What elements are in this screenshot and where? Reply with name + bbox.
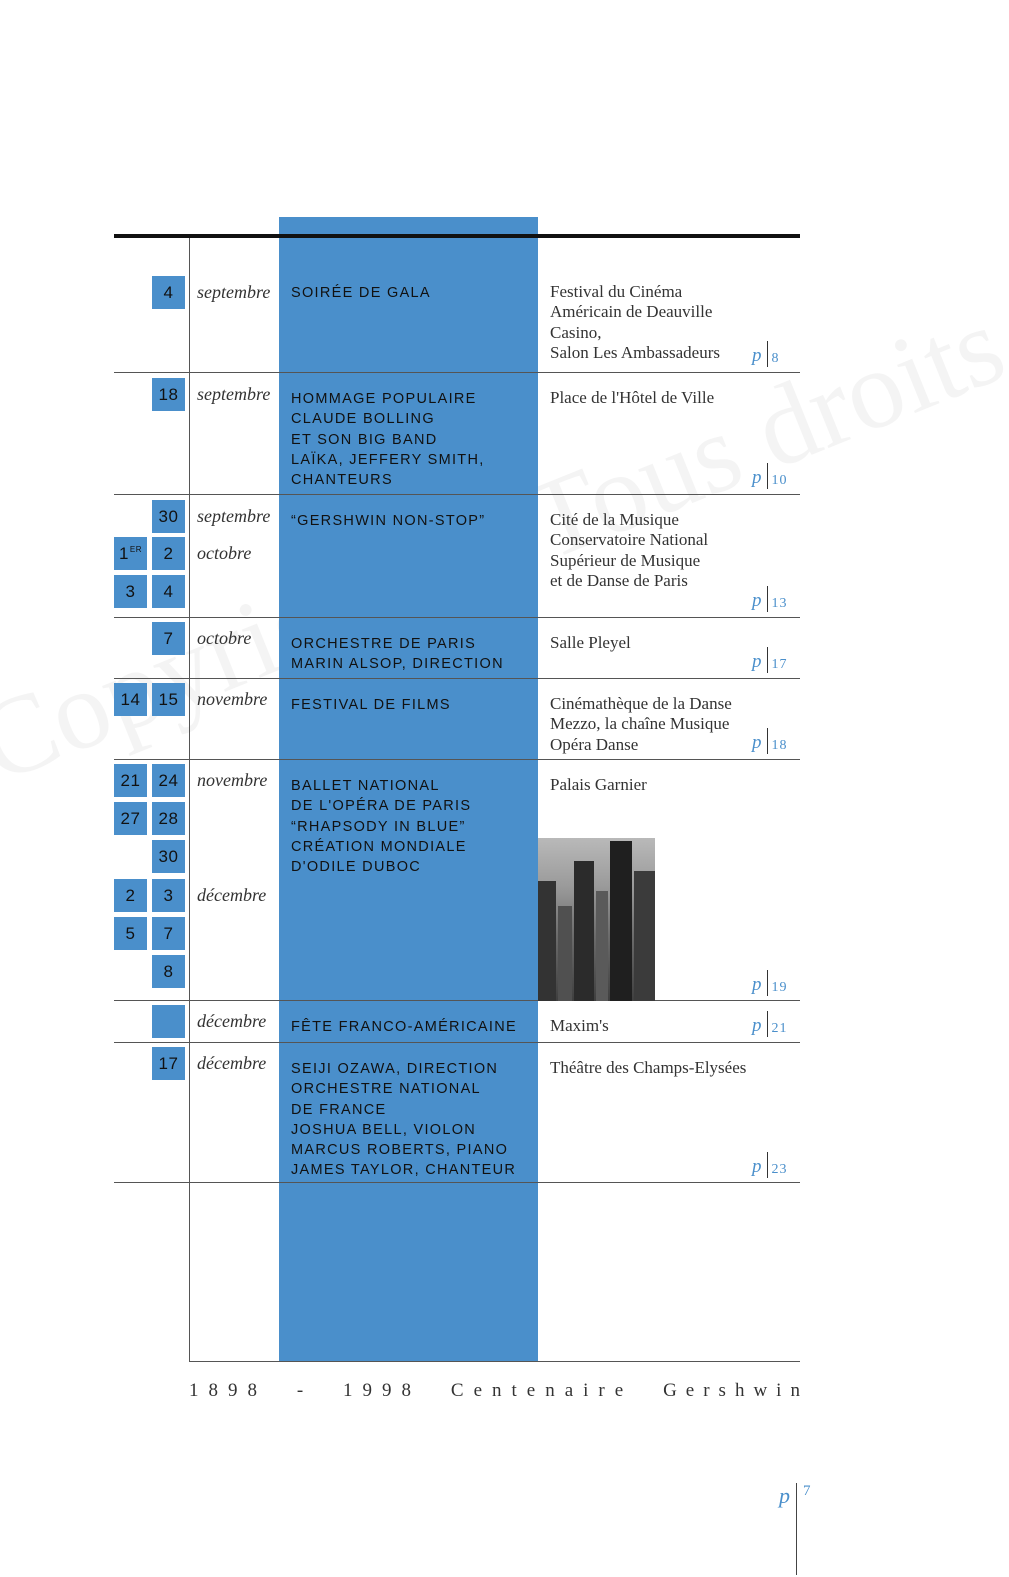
page-ref-letter: p: [752, 1015, 762, 1036]
page-ref-letter: p: [752, 590, 762, 611]
footer-start-year: 1898: [189, 1380, 267, 1401]
venue-name: [550, 775, 647, 795]
day-number-box: [152, 537, 185, 570]
day-number-box: [152, 1047, 185, 1080]
event-title-line: CHANTEURS: [291, 472, 393, 489]
day-number: 14: [120, 689, 141, 709]
page-ref-letter: p: [752, 651, 762, 672]
event-title: [291, 511, 531, 531]
venue-line: Place de l'Hôtel de Ville: [550, 388, 715, 407]
day-number-box: [114, 917, 147, 950]
month-label: novembre: [197, 770, 268, 790]
row-separator: [114, 1042, 800, 1043]
event-title-line: DE L'OPÉRA DE PARIS: [291, 798, 472, 815]
event-title-line: JAMES TAYLOR, CHANTEUR: [291, 1162, 517, 1179]
venue-line: Cinémathèque de la Danse: [550, 694, 732, 713]
day-number-box: [152, 683, 185, 716]
event-title: [291, 389, 531, 490]
day-number-box: [152, 802, 185, 835]
page-ref-bar: [767, 586, 768, 612]
venue-line: Maxim's: [550, 1016, 609, 1035]
day-number: 8: [163, 961, 174, 981]
event-title: [291, 695, 531, 715]
day-number: 2: [125, 885, 136, 905]
day-number-box: [114, 764, 147, 797]
event-title-line: DE FRANCE: [291, 1101, 387, 1118]
page-ref-letter: p: [752, 467, 762, 488]
day-number: 21: [120, 770, 141, 790]
day-number-box: [152, 1005, 185, 1038]
month-label: novembre: [197, 689, 268, 709]
footer-word-gershwin: Gershwin: [663, 1380, 809, 1401]
day-number-box: [152, 840, 185, 873]
page-reference: [752, 970, 788, 996]
event-title-line: ET SON BIG BAND: [291, 431, 438, 448]
event-title-line: “GERSHWIN NON-STOP”: [291, 513, 486, 529]
day-number: 4: [163, 282, 174, 302]
day-number: 4: [163, 581, 174, 601]
month-label: septembre: [197, 384, 271, 404]
day-number-box: [152, 917, 185, 950]
day-number: 18: [158, 384, 179, 404]
venue-name: [550, 282, 720, 363]
footer-dash: -: [296, 1380, 314, 1401]
page-ref-number: 8: [771, 351, 780, 366]
page-ref-bar: [767, 728, 768, 754]
event-title-line: ORCHESTRE DE PARIS: [291, 636, 477, 652]
venue-line: et de Danse de Paris: [550, 570, 688, 590]
page-ref-letter: p: [752, 974, 762, 995]
venue-name: [550, 694, 732, 755]
day-number: 2: [163, 543, 174, 563]
day-number-box: [152, 622, 185, 655]
day-ordinal-suffix: ER: [129, 545, 143, 554]
day-number: 3: [163, 885, 174, 905]
event-title-line: CLAUDE BOLLING: [291, 411, 435, 428]
event-title-line: LAÏKA, JEFFERY SMITH,: [291, 451, 485, 468]
event-title-line: SOIRÉE DE GALA: [291, 285, 431, 301]
event-title: [291, 1017, 531, 1037]
venue-name: [550, 510, 708, 591]
day-number: 30: [158, 506, 179, 526]
event-title-line: FÊTE FRANCO-AMÉRICAINE: [291, 1019, 517, 1035]
month-label: décembre: [197, 1011, 267, 1031]
folio-letter: p: [779, 1483, 790, 1508]
event-title-line: D'ODILE DUBOC: [291, 859, 422, 876]
venue-name: [550, 388, 714, 408]
month-label: septembre: [197, 282, 271, 302]
event-title: [291, 1059, 531, 1181]
footer-word-centenaire: Centenaire: [450, 1380, 634, 1401]
page-ref-letter: p: [752, 345, 762, 366]
page-ref-number: 21: [771, 1021, 788, 1036]
event-title-line: FESTIVAL DE FILMS: [291, 697, 451, 713]
row-separator: [114, 372, 800, 373]
venue-line: Théâtre des Champs-Elysées: [550, 1058, 747, 1077]
day-number: 3: [125, 581, 136, 601]
day-number: 15: [158, 689, 179, 709]
bottom-rule: [189, 1361, 800, 1362]
month-label: décembre: [197, 1053, 267, 1073]
day-number-box: [152, 575, 185, 608]
page-ref-bar: [767, 647, 768, 673]
day-number: 1: [118, 543, 129, 563]
day-number-box: [152, 764, 185, 797]
day-number: 7: [163, 628, 174, 648]
day-number-box: [152, 500, 185, 533]
venue-name: [550, 633, 631, 653]
venue-line: Salle Pleyel: [550, 633, 631, 652]
event-title-line: MARIN ALSOP, DIRECTION: [291, 656, 504, 673]
day-number-box: [152, 955, 185, 988]
day-number: 30: [158, 846, 179, 866]
page-ref-number: 23: [771, 1162, 788, 1177]
page-folio: [779, 1483, 811, 1575]
day-number-box: [152, 276, 185, 309]
day-number: 28: [158, 808, 179, 828]
day-number-box: [114, 537, 147, 570]
row-separator: [114, 494, 800, 495]
event-title-line: BALLET NATIONAL: [291, 778, 440, 794]
month-label: septembre: [197, 506, 271, 526]
row-separator: [114, 759, 800, 760]
row-separator: [114, 617, 800, 618]
day-number: 24: [158, 770, 179, 790]
venue-name: [550, 1058, 746, 1078]
venue-line: Cité de la Musique: [550, 510, 679, 529]
page-ref-bar: [767, 1152, 768, 1178]
day-number: 5: [125, 923, 136, 943]
event-title-line: SEIJI OZAWA, DIRECTION: [291, 1061, 499, 1077]
event-title: [291, 283, 531, 303]
event-title-line: JOSHUA BELL, VIOLON: [291, 1121, 477, 1138]
day-number-box: [114, 575, 147, 608]
page-reference: [752, 586, 788, 612]
page-ref-letter: p: [752, 732, 762, 753]
event-title-line: CRÉATION MONDIALE: [291, 838, 467, 855]
event-title: [291, 634, 531, 675]
day-number-box: [114, 802, 147, 835]
page-reference: [752, 463, 788, 489]
venue-line: Casino,: [550, 322, 602, 342]
page-reference: [752, 647, 788, 673]
day-number: 17: [158, 1053, 179, 1073]
event-title-line: HOMMAGE POPULAIRE: [291, 391, 477, 407]
venue-line: Supérieur de Musique: [550, 550, 701, 570]
top-rule: [114, 234, 800, 238]
day-number-box: [152, 378, 185, 411]
page-ref-bar: [767, 1011, 768, 1037]
day-number: 27: [120, 808, 141, 828]
event-title: [291, 776, 531, 877]
venue-line: Palais Garnier: [550, 775, 647, 794]
new-york-skyline-photo: [538, 838, 655, 1001]
row-separator: [114, 678, 800, 679]
event-title-line: “RHAPSODY IN BLUE”: [291, 818, 466, 835]
venue-line: Américain de Deauville: [550, 302, 713, 322]
row-separator: [114, 1182, 800, 1183]
venue-line: Festival du Cinéma: [550, 282, 683, 301]
day-number-box: [152, 879, 185, 912]
page-ref-bar: [767, 970, 768, 996]
page-reference: [752, 341, 780, 367]
date-divider-rule: [189, 238, 190, 1362]
venue-name: [550, 1016, 609, 1036]
footer-title: [189, 1380, 809, 1402]
page-reference: [752, 1152, 788, 1178]
event-title-line: ORCHESTRE NATIONAL: [291, 1081, 481, 1098]
month-label: octobre: [197, 628, 252, 648]
venue-line: Conservatoire National: [550, 530, 709, 550]
day-number-box: [114, 683, 147, 716]
page-ref-number: 13: [771, 596, 788, 611]
page-ref-number: 18: [771, 738, 788, 753]
month-label: décembre: [197, 885, 267, 905]
page-reference: [752, 728, 788, 754]
folio-number: 7: [803, 1483, 811, 1499]
day-number-box: [114, 879, 147, 912]
page-ref-number: 17: [771, 657, 788, 672]
page-ref-bar: [767, 463, 768, 489]
venue-line: Mezzo, la chaîne Musique: [550, 714, 730, 734]
month-label: octobre: [197, 543, 252, 563]
venue-line: Salon Les Ambassadeurs: [550, 342, 720, 362]
page-ref-number: 10: [771, 473, 788, 488]
row-separator: [114, 1000, 800, 1001]
page-reference: [752, 1011, 788, 1037]
page-ref-letter: p: [752, 1156, 762, 1177]
footer-end-year: 1998: [343, 1380, 422, 1401]
page-ref-number: 19: [771, 980, 788, 995]
folio-bar: [796, 1483, 797, 1575]
event-title-line: MARCUS ROBERTS, PIANO: [291, 1142, 509, 1159]
page-ref-bar: [767, 341, 768, 367]
venue-line: Opéra Danse: [550, 734, 639, 754]
day-number: 7: [163, 923, 174, 943]
